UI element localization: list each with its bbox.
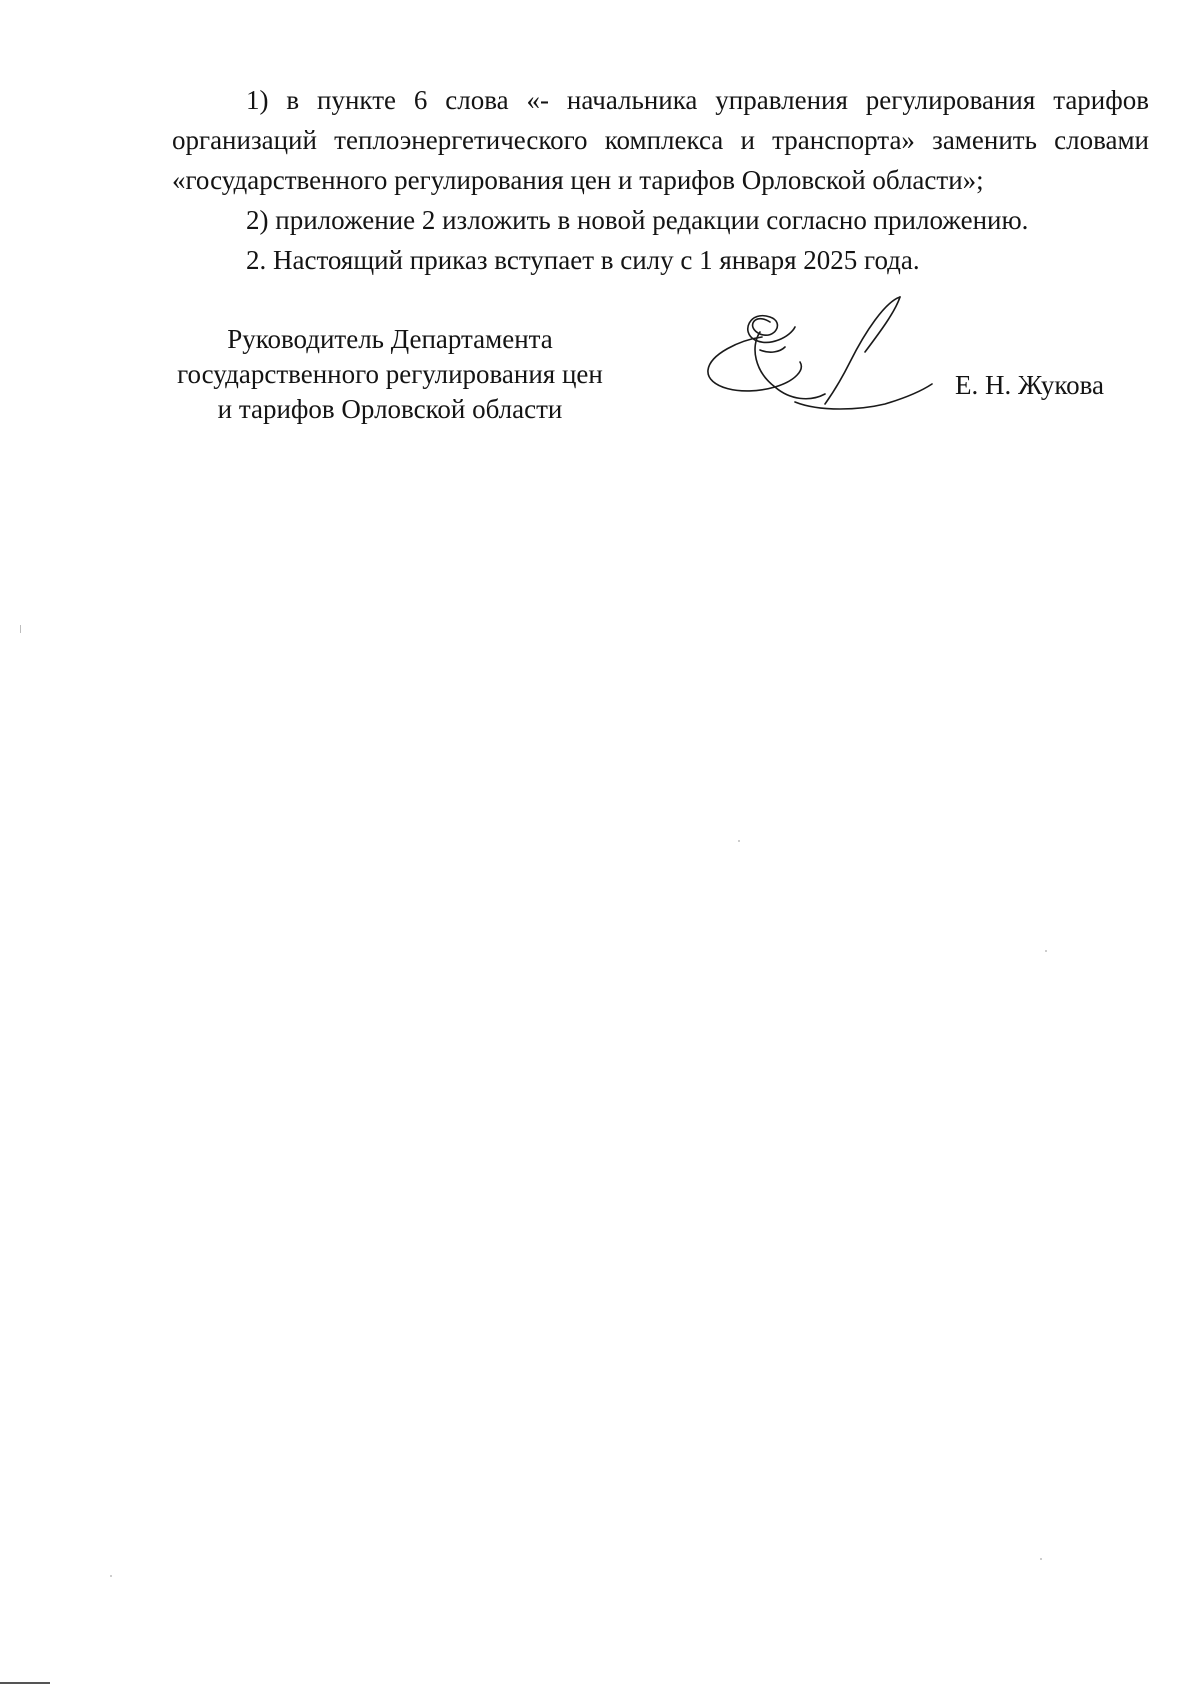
scan-speck bbox=[1040, 1558, 1042, 1560]
signatory-title-line: государственного регулирования цен bbox=[177, 359, 603, 389]
signer-name: Е. Н. Жукова bbox=[955, 370, 1104, 400]
item1-line-2: организаций теплоэнергетического комплекса и транспорта» заменить словами bbox=[172, 125, 1149, 155]
scan-edge-mark bbox=[0, 1682, 50, 1684]
signatory-title-line: Руководитель Департамента bbox=[227, 324, 553, 354]
scan-speck bbox=[738, 840, 740, 842]
scan-speck bbox=[20, 625, 21, 633]
item1-line-3: «государственного регулирования цен и тарифов Орловской области»; bbox=[172, 165, 984, 195]
signatory-title bbox=[150, 322, 630, 427]
item1-line-1: 1) в пункте 6 слова «- начальника управления регулирования тарифов bbox=[246, 85, 1149, 115]
handwritten-signature bbox=[700, 292, 940, 442]
signatory-title-line: и тарифов Орловской области bbox=[217, 394, 563, 424]
item2-paragraph: 2) приложение 2 изложить в новой редакции согласно приложению. bbox=[246, 205, 1029, 235]
scan-speck bbox=[110, 1575, 112, 1577]
section2-paragraph: 2. Настоящий приказ вступает в силу с 1 января 2025 года. bbox=[246, 245, 920, 275]
scan-speck bbox=[1045, 950, 1047, 952]
